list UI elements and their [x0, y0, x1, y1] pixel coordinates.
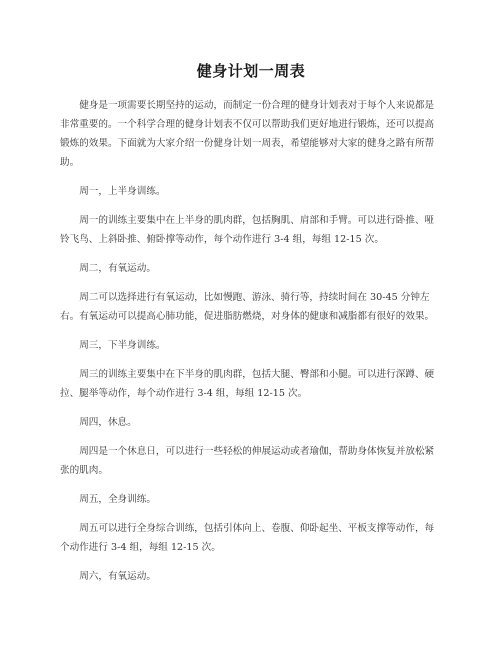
monday-heading: 周一，上半身训练。: [79, 186, 166, 197]
thursday-heading: 周四，休息。: [79, 417, 137, 428]
friday-paragraph: 周五可以进行全身综合训练，包括引体向上、卷腹、仰卧起坐、平板支撑等动作，每个动作进行 3-4 组，每组 12-15 次。: [60, 523, 435, 553]
document-title: 健身计划一周表: [196, 62, 306, 80]
friday-heading: 周五，全身训练。: [79, 494, 156, 505]
tuesday-heading: 周二，有氧运动。: [79, 263, 156, 274]
wednesday-paragraph: 周三的训练主要集中在下半身的肌肉群，包括大腿、臀部和小腿。可以进行深蹲、硬拉、腿举等动作，每个动作进行 3-4 组，每组 12-15 次。: [60, 369, 435, 399]
monday-paragraph: 周一的训练主要集中在上半身的肌肉群，包括胸肌、肩部和手臂。可以进行卧推、哑铃飞鸟、上斜卧推、俯卧撑等动作，每个动作进行 3-4 组，每组 12-15 次。: [60, 215, 435, 245]
tuesday-paragraph: 周二可以选择进行有氧运动，比如慢跑、游泳、骑行等，持续时间在 30-45 分钟左右。有氧运动可以提高心肺功能，促进脂肪燃烧，对身体的健康和减脂都有很好的效果。: [60, 292, 435, 322]
wednesday-heading: 周三，下半身训练。: [79, 340, 166, 351]
saturday-heading: 周六，有氧运动。: [79, 571, 156, 582]
document-body: [60, 96, 438, 596]
thursday-paragraph: 周四是一个休息日，可以进行一些轻松的伸展运动或者瑜伽，帮助身体恢复并放松紧张的肌肉。: [60, 446, 435, 476]
intro-paragraph: 健身是一项需要长期坚持的运动，而制定一份合理的健身计划表对于每个人来说都是非常重要的。一个科学合理的健身计划表不仅可以帮助我们更好地进行锻炼，还可以提高锻炼的效果。下面就为大家介绍一份健身计划一周表，希望能够对大家的健身之路有所帮助。: [60, 100, 435, 168]
